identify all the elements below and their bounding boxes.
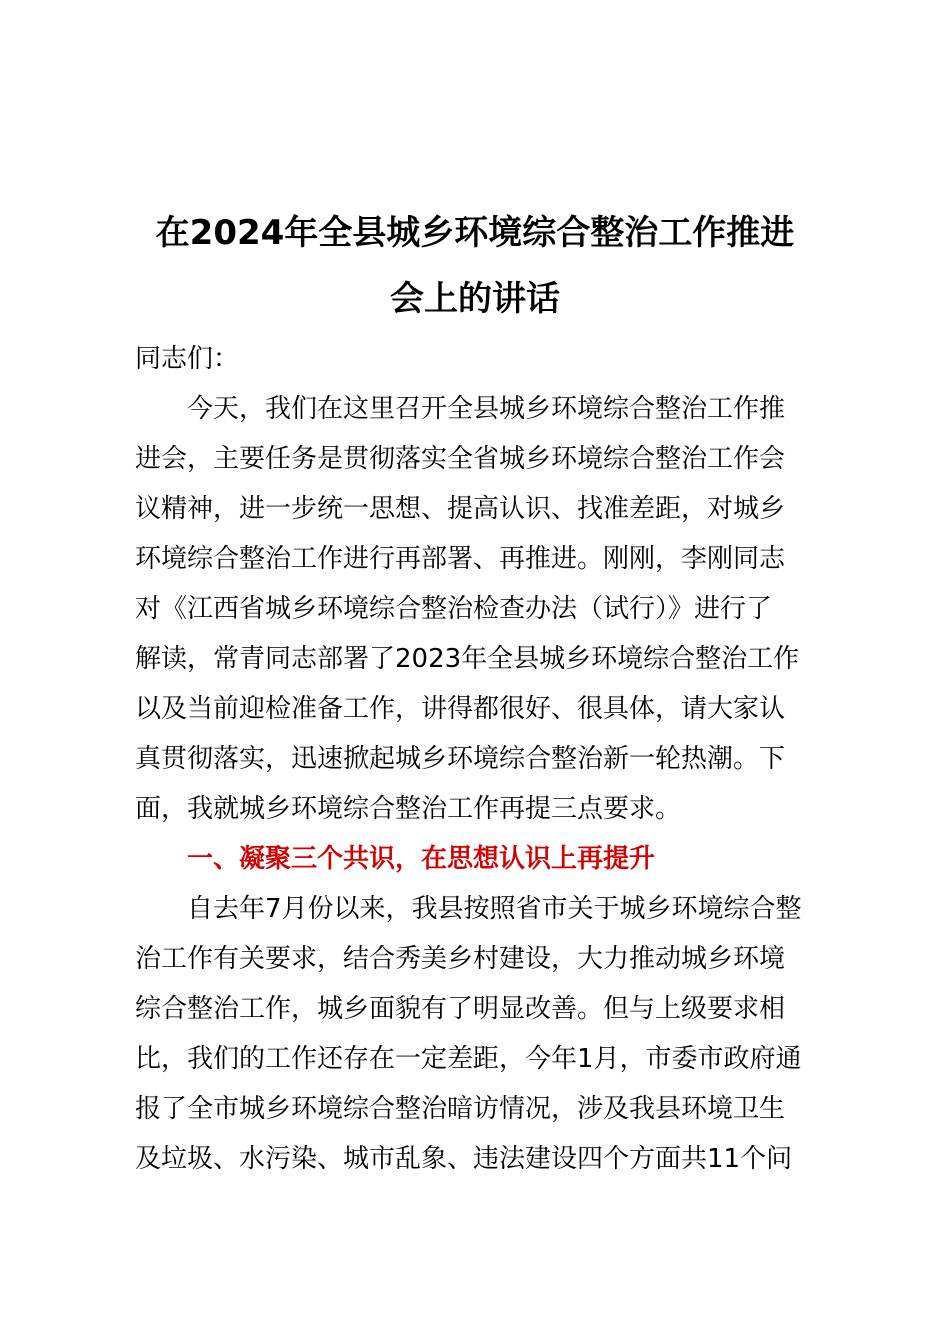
paragraph-2-line: 报了全市城乡环境综合整治暗访情况，涉及我县环境卫生 bbox=[135, 1094, 786, 1124]
paragraph-1-line: 议精神，进一步统一思想、提高认识、找准差距，对城乡 bbox=[135, 494, 786, 524]
paragraph-1-line: 面，我就城乡环境综合整治工作再提三点要求。 bbox=[135, 794, 682, 824]
paragraph-2 bbox=[135, 884, 855, 1184]
paragraph-1-line: 环境综合整治工作进行再部署、再推进。刚刚，李刚同志 bbox=[135, 544, 786, 574]
paragraph-2-line: 自去年7月份以来，我县按照省市关于城乡环境综合整 bbox=[187, 894, 802, 924]
title-line-1: 在2024年全县城乡环境综合整治工作推进 bbox=[155, 213, 795, 253]
salutation-text: 同志们： bbox=[135, 344, 240, 374]
paragraph-1-line: 进会，主要任务是贯彻落实全省城乡环境综合整治工作会 bbox=[135, 444, 786, 474]
paragraph-1 bbox=[135, 384, 855, 834]
section-1-heading bbox=[135, 834, 907, 884]
paragraph-1-line: 对《江西省城乡环境综合整治检查办法（试行）》进行了 bbox=[135, 594, 773, 624]
paragraph-1-line: 解读，常青同志部署了2023年全县城乡环境综合整治工作 bbox=[135, 644, 800, 674]
paragraph-2-line: 及垃圾、水污染、城市乱象、违法建设四个方面共11个问 bbox=[135, 1144, 793, 1174]
paragraph-2-line: 综合整治工作，城乡面貌有了明显改善。但与上级要求相 bbox=[135, 994, 786, 1024]
paragraph-1-line: 以及当前迎检准备工作，讲得都很好、很具体，请大家认 bbox=[135, 694, 786, 724]
paragraph-2-line: 治工作有关要求，结合秀美乡村建设，大力推动城乡环境 bbox=[135, 944, 786, 974]
paragraph-1-line: 真贯彻落实，迅速掀起城乡环境综合整治新一轮热潮。下 bbox=[135, 744, 786, 774]
paragraph-2-line: 比，我们的工作还存在一定差距，今年1月，市委市政府通 bbox=[135, 1044, 802, 1074]
section-1-heading-text: 一、凝聚三个共识，在思想认识上再提升 bbox=[187, 844, 656, 874]
document-title bbox=[120, 200, 830, 332]
paragraph-1-line: 今天，我们在这里召开全县城乡环境综合整治工作推 bbox=[187, 394, 786, 424]
title-line-2: 会上的讲话 bbox=[390, 279, 560, 319]
salutation bbox=[135, 334, 855, 384]
